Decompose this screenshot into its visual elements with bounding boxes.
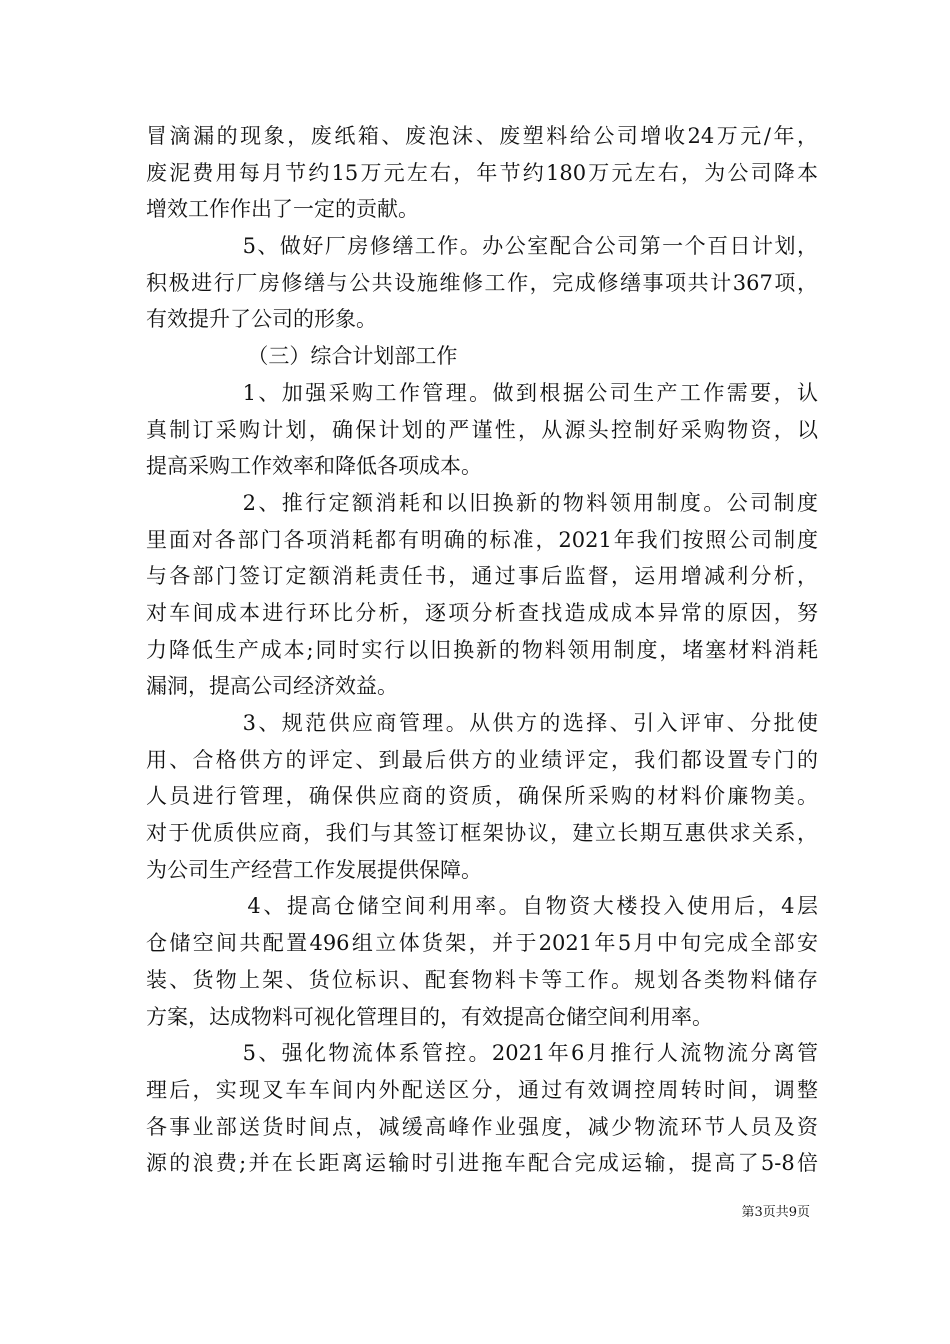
text-line: 冒滴漏的现象，废纸箱、废泡沫、废塑料给公司增收24万元/年，	[146, 124, 818, 148]
text-line: 力降低生产成本;同时实行以旧换新的物料领用制度，堵塞材料消耗	[146, 637, 818, 662]
text-line: 装、货物上架、货位标识、配套物料卡等工作。规划各类物料储存	[146, 967, 818, 992]
text-line: 1、加强采购工作管理。做到根据公司生产工作需要，认	[242, 380, 818, 405]
text-line: 为公司生产经营工作发展提供保障。	[146, 857, 482, 882]
text-line: 理后，实现叉车车间内外配送区分，通过有效调控周转时间，调整	[146, 1077, 818, 1102]
document-body	[146, 118, 818, 1182]
text-line: 里面对各部门各项消耗都有明确的标准，2021年我们按照公司制度	[146, 527, 818, 552]
text-line: 真制订采购计划，确保计划的严谨性，从源头控制好采购物资，以	[146, 417, 818, 442]
text-line: 5、做好厂房修缮工作。办公室配合公司第一个百日计划，	[242, 234, 818, 259]
text-line: 废泥费用每月节约15万元左右，年节约180万元左右，为公司降本	[146, 160, 818, 185]
text-line: 各事业部送货时间点，减缓高峰作业强度，减少物流环节人员及资	[146, 1114, 818, 1139]
text-line: 人员进行管理，确保供应商的资质，确保所采购的材料价廉物美。	[146, 784, 818, 809]
text-line: 4、提高仓储空间利用率。自物资大楼投入使用后，4层	[247, 894, 818, 919]
text-line: （三）综合计划部工作	[247, 344, 458, 369]
text-line: 漏洞，提高公司经济效益。	[146, 674, 398, 699]
text-line: 增效工作作出了一定的贡献。	[146, 197, 419, 222]
text-line: 用、合格供方的评定、到最后供方的业绩评定，我们都设置专门的	[146, 747, 818, 772]
text-line: 有效提升了公司的形象。	[146, 307, 377, 332]
text-line: 5、强化物流体系管控。2021年6月推行人流物流分离管	[242, 1041, 818, 1066]
text-line: 方案，达成物料可视化管理目的，有效提高仓储空间利用率。	[146, 1004, 713, 1029]
text-line: 积极进行厂房修缮与公共设施维修工作，完成修缮事项共计367项，	[146, 270, 818, 295]
page-number: 第3页共9页	[741, 1205, 810, 1220]
text-line: 3、规范供应商管理。从供方的选择、引入评审、分批使	[242, 711, 818, 735]
text-line: 源的浪费;并在长距离运输时引进拖车配合完成运输，提高了5-8倍	[146, 1151, 818, 1176]
text-line: 2、推行定额消耗和以旧换新的物料领用制度。公司制度	[242, 490, 818, 515]
text-line: 对车间成本进行环比分析，逐项分析查找造成成本异常的原因，努	[146, 600, 818, 625]
text-line: 对于优质供应商，我们与其签订框架协议，建立长期互惠供求关系，	[146, 821, 818, 846]
text-line: 仓储空间共配置496组立体货架，并于2021年5月中旬完成全部安	[146, 931, 818, 956]
text-line: 提高采购工作效率和降低各项成本。	[146, 454, 482, 479]
text-line: 与各部门签订定额消耗责任书，通过事后监督，运用增减利分析，	[146, 564, 818, 589]
